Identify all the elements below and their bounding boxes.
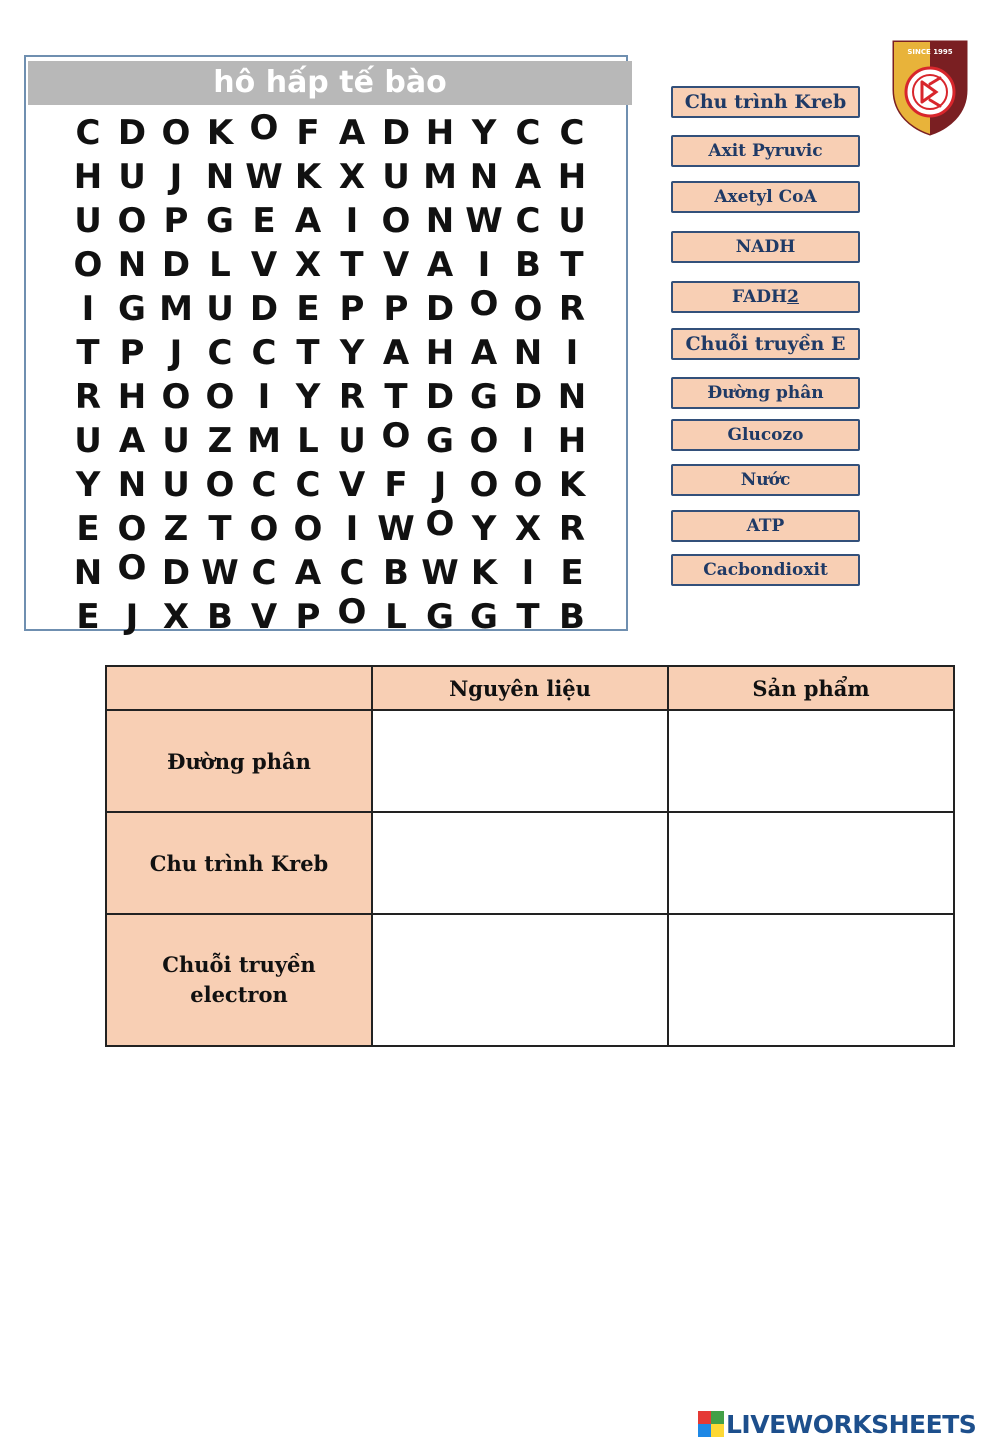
grid-letter[interactable]: O (469, 465, 499, 505)
grid-letter[interactable]: A (294, 201, 322, 241)
grid-letter[interactable]: N (425, 201, 455, 241)
grid-letter[interactable]: Y (75, 465, 101, 505)
grid-letter[interactable]: X (162, 597, 190, 637)
grid-letter[interactable]: B (559, 597, 585, 637)
grid-letter[interactable]: I (565, 333, 579, 373)
grid-letter[interactable]: G (118, 289, 146, 329)
grid-letter[interactable]: T (384, 377, 408, 417)
grid-letter[interactable]: P (163, 201, 189, 241)
grid-letter[interactable]: O (469, 421, 499, 461)
grid-letter[interactable]: D (161, 245, 191, 285)
grid-letter[interactable]: B (383, 553, 409, 593)
drop-zone-output[interactable] (668, 710, 954, 812)
grid-letter[interactable]: K (206, 113, 234, 153)
grid-letter[interactable]: K (558, 465, 586, 505)
liveworksheets-watermark (698, 1410, 976, 1438)
grid-letter[interactable]: I (257, 377, 271, 417)
grid-letter[interactable]: O (381, 201, 411, 241)
grid-letter[interactable]: Y (471, 509, 497, 549)
grid-letter[interactable]: L (297, 421, 319, 461)
grid-letter[interactable]: G (470, 597, 498, 637)
row-label: Chuỗi truyền electron (106, 914, 372, 1046)
drop-zone-input[interactable] (372, 710, 668, 812)
grid-letter[interactable]: E (76, 597, 100, 637)
word-chip[interactable]: Đường phân (671, 377, 860, 409)
grid-letter[interactable]: T (296, 333, 320, 373)
grid-letter[interactable]: J (169, 333, 183, 373)
grid-letter[interactable]: R (338, 377, 366, 417)
grid-letter[interactable]: P (119, 333, 145, 373)
word-chip[interactable]: Axit Pyruvic (671, 135, 860, 167)
grid-letter[interactable]: O (117, 509, 147, 549)
grid-letter[interactable]: R (74, 377, 102, 417)
grid-letter[interactable]: T (560, 245, 584, 285)
grid-letter[interactable]: C (75, 113, 101, 153)
grid-letter[interactable]: V (382, 245, 410, 285)
grid-letter[interactable]: V (250, 245, 278, 285)
grid-letter[interactable]: D (513, 377, 543, 417)
grid-letter[interactable]: D (249, 289, 279, 329)
grid-letter[interactable]: A (470, 333, 498, 373)
table-header-input: Nguyên liệu (372, 666, 668, 710)
grid-letter[interactable]: N (117, 245, 147, 285)
grid-letter[interactable]: E (560, 553, 584, 593)
grid-letter[interactable]: X (294, 245, 322, 285)
grid-letter[interactable]: J (125, 597, 139, 637)
grid-letter[interactable]: O (381, 416, 411, 456)
grid-letter[interactable]: B (515, 245, 541, 285)
grid-letter[interactable]: O (161, 113, 191, 153)
word-chip[interactable]: Cacbondioxit (671, 554, 860, 586)
grid-letter[interactable]: R (558, 509, 586, 549)
drop-zone-input[interactable] (372, 812, 668, 914)
grid-letter[interactable]: W (245, 157, 283, 197)
grid-letter[interactable]: K (470, 553, 498, 593)
grid-letter[interactable]: O (249, 108, 279, 148)
grid-letter[interactable]: U (206, 289, 234, 329)
grid-letter[interactable]: X (338, 157, 366, 197)
grid-letter[interactable]: D (425, 289, 455, 329)
grid-letter[interactable]: I (477, 245, 491, 285)
school-logo (890, 38, 970, 136)
grid-letter[interactable]: Z (207, 421, 233, 461)
grid-letter[interactable]: N (469, 157, 499, 197)
grid-letter[interactable]: O (469, 284, 499, 324)
grid-letter[interactable]: C (251, 553, 277, 593)
grid-letter[interactable]: C (295, 465, 321, 505)
grid-letter[interactable]: J (433, 465, 447, 505)
grid-letter[interactable]: C (515, 201, 541, 241)
word-chip[interactable]: Chu trình Kreb (671, 86, 860, 118)
grid-letter[interactable]: G (470, 377, 498, 417)
grid-letter[interactable]: A (514, 157, 542, 197)
grid-letter[interactable]: I (345, 509, 359, 549)
grid-letter[interactable]: U (558, 201, 586, 241)
grid-letter[interactable]: O (293, 509, 323, 549)
grid-letter[interactable]: W (377, 509, 415, 549)
grid-letter[interactable]: U (382, 157, 410, 197)
grid-letter[interactable]: C (251, 333, 277, 373)
grid-letter[interactable]: H (117, 377, 147, 417)
grid-letter[interactable]: X (514, 509, 542, 549)
grid-letter[interactable]: T (516, 597, 540, 637)
grid-letter[interactable]: Y (471, 113, 497, 153)
grid-letter[interactable]: G (426, 421, 454, 461)
grid-letter[interactable]: I (521, 421, 535, 461)
grid-letter[interactable]: H (557, 421, 587, 461)
grid-letter[interactable]: Z (163, 509, 189, 549)
drop-zone-input[interactable] (372, 914, 668, 1046)
grid-letter[interactable]: O (337, 592, 367, 632)
grid-letter[interactable]: I (521, 553, 535, 593)
word-chip[interactable]: Glucozo (671, 419, 860, 451)
grid-letter[interactable]: U (338, 421, 366, 461)
grid-letter[interactable]: V (250, 597, 278, 637)
word-chip[interactable]: FADH 2 (671, 281, 860, 313)
watermark-text: LIVEWORKSHEETS (726, 1409, 977, 1439)
grid-letter[interactable]: N (73, 553, 103, 593)
word-chip[interactable]: Chuỗi truyền E (671, 328, 860, 360)
grid-letter[interactable]: P (295, 597, 321, 637)
grid-letter[interactable]: J (169, 157, 183, 197)
grid-letter[interactable]: F (296, 113, 320, 153)
grid-letter[interactable]: I (345, 201, 359, 241)
grid-letter[interactable]: W (465, 201, 503, 241)
grid-letter[interactable]: U (118, 157, 146, 197)
respiration-table (105, 665, 955, 1047)
table-row (106, 914, 954, 1046)
grid-letter[interactable]: W (201, 553, 239, 593)
grid-letter[interactable]: C (339, 553, 365, 593)
grid-letter[interactable]: F (384, 465, 408, 505)
grid-letter[interactable]: O (73, 245, 103, 285)
grid-letter[interactable]: E (296, 289, 320, 329)
grid-letter[interactable]: H (73, 157, 103, 197)
grid-letter[interactable]: P (383, 289, 409, 329)
grid-letter[interactable]: G (426, 597, 454, 637)
grid-letter[interactable]: E (252, 201, 276, 241)
table-header-blank (106, 666, 372, 710)
table-row (106, 812, 954, 914)
grid-letter[interactable]: R (558, 289, 586, 329)
grid-letter[interactable]: G (206, 201, 234, 241)
grid-letter[interactable]: N (205, 157, 235, 197)
grid-letter[interactable]: D (381, 113, 411, 153)
grid-letter[interactable]: I (81, 289, 95, 329)
grid-letter[interactable]: A (294, 553, 322, 593)
grid-letter[interactable]: H (425, 333, 455, 373)
grid-letter[interactable]: N (117, 465, 147, 505)
grid-letter[interactable]: W (421, 553, 459, 593)
row-label: Chu trình Kreb (106, 812, 372, 914)
logo-since-text: SINCE 1995 (907, 48, 953, 56)
grid-letter[interactable]: T (340, 245, 364, 285)
drop-zone-output[interactable] (668, 914, 954, 1046)
grid-letter[interactable]: U (162, 465, 190, 505)
grid-letter[interactable]: B (207, 597, 233, 637)
word-chip[interactable]: Axetyl CoA (671, 181, 860, 213)
grid-letter[interactable]: A (118, 421, 146, 461)
grid-letter[interactable]: N (557, 377, 587, 417)
grid-letter[interactable]: O (513, 289, 543, 329)
grid-letter[interactable]: H (425, 113, 455, 153)
grid-letter[interactable]: C (515, 113, 541, 153)
grid-letter[interactable]: O (425, 504, 455, 544)
liveworksheets-logo-icon (698, 1411, 724, 1437)
drop-zone-output[interactable] (668, 812, 954, 914)
grid-letter[interactable]: O (205, 465, 235, 505)
grid-letter[interactable]: U (74, 201, 102, 241)
word-chip[interactable]: NADH (671, 231, 860, 263)
grid-letter[interactable]: P (339, 289, 365, 329)
grid-letter[interactable]: O (117, 548, 147, 588)
grid-letter[interactable]: A (338, 113, 366, 153)
grid-letter[interactable]: E (76, 509, 100, 549)
table-row (106, 710, 954, 812)
grid-letter[interactable]: M (247, 421, 281, 461)
grid-letter[interactable]: D (161, 553, 191, 593)
word-search-title: hô hấp tế bào (28, 61, 632, 105)
grid-letter[interactable]: U (74, 421, 102, 461)
grid-letter[interactable]: V (338, 465, 366, 505)
grid-letter[interactable]: O (513, 465, 543, 505)
grid-letter[interactable]: C (251, 465, 277, 505)
grid-letter[interactable]: A (382, 333, 410, 373)
grid-letter[interactable]: L (385, 597, 407, 637)
grid-letter[interactable]: C (207, 333, 233, 373)
grid-letter[interactable]: K (294, 157, 322, 197)
grid-letter[interactable]: Y (339, 333, 365, 373)
word-chip[interactable]: ATP (671, 510, 860, 542)
table-header-output: Sản phẩm (668, 666, 954, 710)
grid-letter[interactable]: D (425, 377, 455, 417)
grid-letter[interactable]: Y (295, 377, 321, 417)
grid-letter[interactable]: O (117, 201, 147, 241)
grid-letter[interactable]: O (205, 377, 235, 417)
grid-letter[interactable]: N (513, 333, 543, 373)
grid-letter[interactable]: C (559, 113, 585, 153)
grid-letter[interactable]: A (426, 245, 454, 285)
grid-letter[interactable]: H (557, 157, 587, 197)
row-label: Đường phân (106, 710, 372, 812)
grid-letter[interactable]: U (162, 421, 190, 461)
grid-letter[interactable]: M (159, 289, 193, 329)
grid-letter[interactable]: M (423, 157, 457, 197)
grid-letter[interactable]: O (249, 509, 279, 549)
grid-letter[interactable]: D (117, 113, 147, 153)
grid-letter[interactable]: O (161, 377, 191, 417)
grid-letter[interactable]: T (76, 333, 100, 373)
grid-letter[interactable]: L (209, 245, 231, 285)
word-search-grid (66, 108, 594, 639)
word-search-panel (24, 55, 628, 637)
word-chip[interactable]: Nước (671, 464, 860, 496)
grid-letter[interactable]: T (208, 509, 232, 549)
